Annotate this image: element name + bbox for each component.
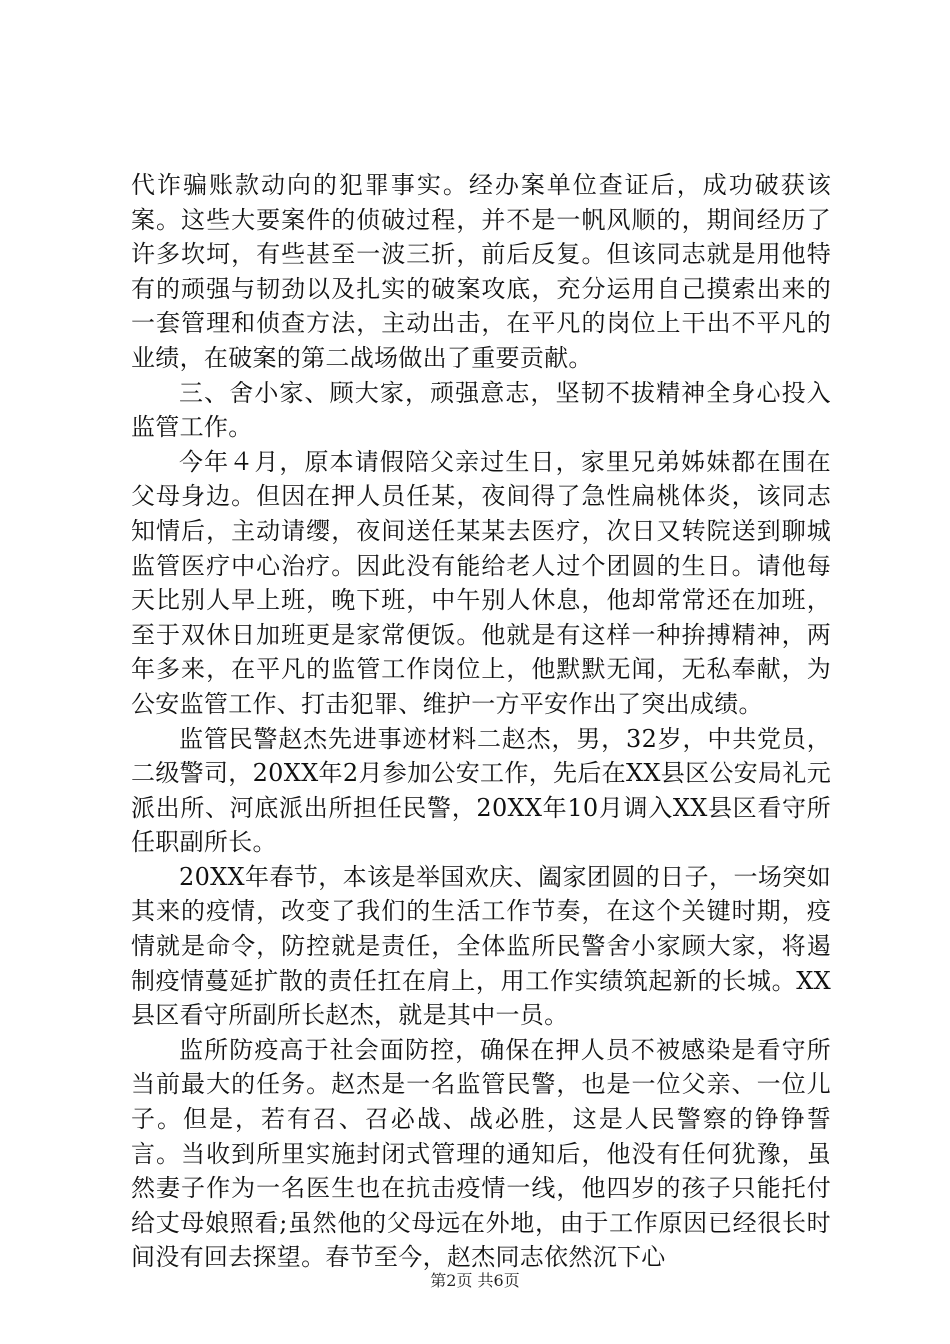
document-body — [131, 168, 831, 1275]
paragraph-5: 20XX年春节，本该是举国欢庆、阖家团圆的日子，一场突如其来的疫情，改变了我们的生活工作节奏，在这个关键时期，疫情就是命令，防控就是责任，全体监所民警舍小家顾大家，将遏制疫情蔓延扩散的责任扛在肩上，用工作实绩筑起新的长城。XX县区看守所副所长赵杰，就是其中一员。 — [131, 862, 831, 1030]
paragraph-6: 监所防疫高于社会面防控，确保在押人员不被感染是看守所当前最大的任务。赵杰是一名监管民警，也是一位父亲、一位儿子。但是，若有召、召必战、战必胜，这是人民警察的铮铮誓言。当收到所里实施封闭式管理的通知后，他没有任何犹豫，虽然妻子作为一名医生也在抗击疫情一线，他四岁的孩子只能托付给丈母娘照看;虽然他的父母远在外地，由于工作原因已经很长时间没有回去探望。春节至今，赵杰同志依然沉下心 — [131, 1035, 831, 1272]
paragraph-1: 代诈骗账款动向的犯罪事实。经办案单位查证后，成功破获该案。这些大要案件的侦破过程，并不是一帆风顺的，期间经历了许多坎坷，有些甚至一波三折，前后反复。但该同志就是用他特有的顽强与韧劲以及扎实的破案攻底，充分运用自己摸索出来的一套管理和侦查方法，主动出击，在平凡的岗位上干出不平凡的业绩，在破案的第二战场做出了重要贡献。 — [131, 171, 831, 372]
paragraph-4: 监管民警赵杰先进事迹材料二赵杰，男，32岁，中共党员，二级警司，20XX年2月参加公安工作，先后在XX县区公安局礼元派出所、河底派出所担任民警，20XX年10月调入XX县区看守所任职副所长。 — [131, 724, 831, 857]
paragraph-3: 今年４月，原本请假陪父亲过生日，家里兄弟姊妹都在围在父母身边。但因在押人员任某，夜间得了急性扁桃体炎，该同志知情后，主动请缨，夜间送任某某去医疗，次日又转院送到聊城监管医疗中心治疗。因此没有能给老人过个团圆的生日。请他每天比别人早上班，晚下班，中午别人休息，他却常常还在加班，至于双休日加班更是家常便饭。他就是有这样一种拚搏精神，两年多来，在平凡的监管工作岗位上，他默默无闻，无私奉献，为公安监管工作、打击犯罪、维护一方平安作出了突出成绩。 — [131, 447, 831, 718]
page-number-footer: 第2页 共6页 — [430, 1271, 520, 1290]
paragraph-2: 三、舍小家、顾大家，顽强意志，坚韧不拔精神全身心投入监管工作。 — [131, 378, 831, 442]
